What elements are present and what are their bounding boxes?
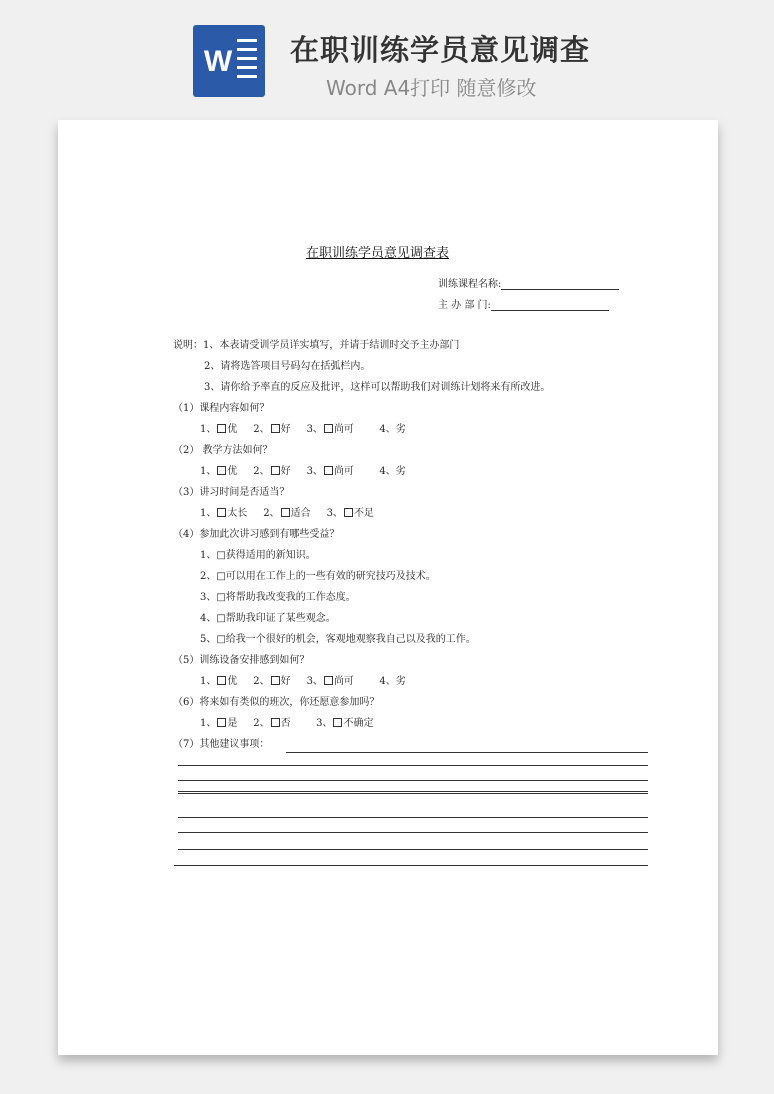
checkbox[interactable] — [217, 718, 226, 727]
preview-title: 在职训练学员意见调查 — [290, 33, 591, 67]
word-icon-letter: W — [203, 45, 233, 78]
answer-line[interactable] — [178, 832, 648, 833]
question-3-options: 1、 太长 2、 适合 3、 不足 — [200, 508, 374, 519]
checkbox[interactable] — [217, 424, 226, 433]
answer-line[interactable] — [178, 791, 648, 792]
host-dept-label: 主 办 部 门: — [438, 300, 491, 311]
question-6-options: 1、 是 2、 否 3、 不确定 — [200, 718, 374, 729]
answer-line[interactable] — [178, 849, 648, 850]
checkbox[interactable] — [217, 508, 226, 517]
instruction-2: 2、请将选答项目号码勾在括弧栏内。 — [204, 361, 371, 372]
question-6: （6）将来如有类似的班次，你还愿意参加吗？ — [173, 697, 380, 708]
question-1: （1）课程内容如何？ — [173, 403, 270, 414]
question-4-option-5[interactable]: 5、□给我一个很好的机会，客观地观察我自己以及我的工作。 — [200, 634, 476, 645]
checkbox[interactable] — [271, 718, 280, 727]
host-dept-field[interactable] — [491, 299, 609, 311]
instruction-3: 3、请你给予率直的反应及批评，这样可以帮助我们对训练计划将来有所改进。 — [204, 382, 551, 393]
course-name-row — [438, 275, 619, 290]
answer-line[interactable] — [286, 752, 648, 753]
instruction-1: 说明：1、本表请受训学员详实填写，并请于结训时交予主办部门 — [173, 340, 460, 351]
checkbox[interactable] — [217, 466, 226, 475]
answer-line[interactable] — [174, 865, 648, 866]
document-page — [58, 120, 718, 1055]
checkbox[interactable] — [271, 466, 280, 475]
question-4-option-4[interactable]: 4、□帮助我印证了某些观念。 — [200, 613, 336, 624]
preview-header — [0, 0, 774, 110]
checkbox[interactable] — [271, 424, 280, 433]
question-5: （5）训练设备安排感到如何？ — [173, 655, 310, 666]
answer-line[interactable] — [178, 793, 648, 794]
question-4-option-1[interactable]: 1、□获得适用的新知识。 — [200, 550, 316, 561]
question-2-options: 1、 优 2、 好 3、 尚可 4、劣 — [200, 466, 406, 477]
checkbox[interactable] — [344, 508, 353, 517]
document-title: 在职训练学员意见调查表 — [306, 246, 450, 261]
checkbox[interactable] — [333, 718, 342, 727]
question-1-options: 1、 优 2、 好 3、 尚可 4、劣 — [200, 424, 406, 435]
answer-line[interactable] — [178, 817, 648, 818]
checkbox[interactable] — [324, 466, 333, 475]
question-4: （4）参加此次讲习感到有哪些受益？ — [173, 529, 340, 540]
word-icon — [193, 25, 265, 97]
checkbox[interactable] — [271, 676, 280, 685]
checkbox[interactable] — [324, 676, 333, 685]
answer-line[interactable] — [178, 780, 648, 781]
question-4-option-3[interactable]: 3、□将帮助我改变我的工作态度。 — [200, 592, 356, 603]
course-name-label: 训练课程名称: — [438, 279, 502, 290]
checkbox[interactable] — [281, 508, 290, 517]
checkbox[interactable] — [324, 424, 333, 433]
preview-subtitle: Word A4打印 随意修改 — [326, 76, 537, 100]
answer-line[interactable] — [178, 765, 648, 766]
host-dept-row — [438, 296, 609, 311]
course-name-field[interactable] — [501, 278, 619, 290]
watermark — [89, 461, 115, 489]
question-3: （3）讲习时间是否适当？ — [173, 487, 290, 498]
question-4-option-2[interactable]: 2、□可以用在工作上的一些有效的研究技巧及技术。 — [200, 571, 436, 582]
checkbox[interactable] — [217, 676, 226, 685]
question-7: （7）其他建议事项： — [173, 739, 270, 750]
question-5-options: 1、 优 2、 好 3、 尚可 4、劣 — [200, 676, 406, 687]
question-2: （2） 教学方法如何？ — [173, 445, 273, 456]
